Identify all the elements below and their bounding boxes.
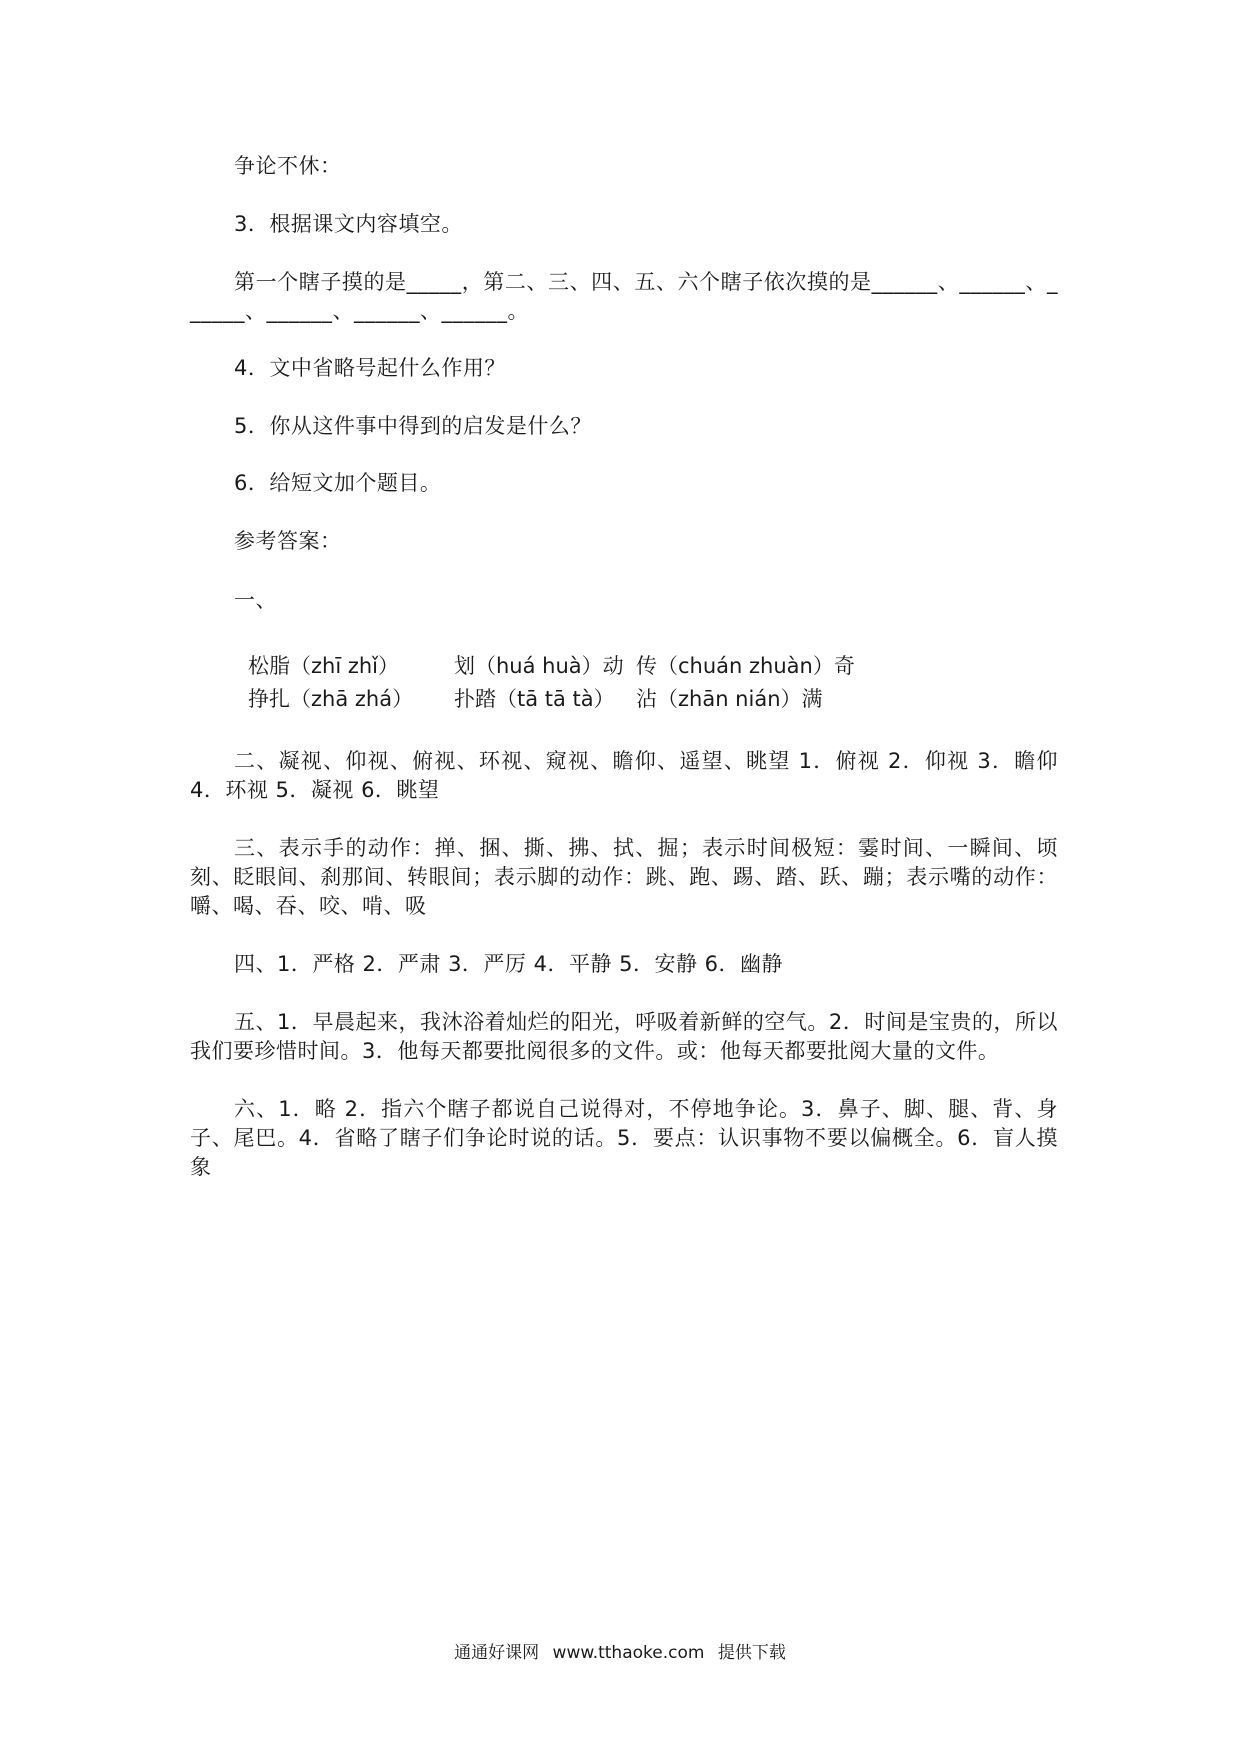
question-3-fill-blank: 第一个瞎子摸的是_____，第二、三、四、五、六个瞎子依次摸的是______、______、______、______、______、______。 (190, 270, 1058, 323)
question-3: 3．根据课文内容填空。 (234, 212, 463, 236)
pinyin-item: 挣扎（zhā zhá） (248, 687, 414, 711)
answer-section-3: 三、表示手的动作：掸、捆、撕、拂、拭、掘；表示时间极短：霎时间、一瞬间、顷刻、眨眼间、刹那间、转眼间；表示脚的动作：跳、跑、踢、踏、跃、蹦；表示嘴的动作：嚼、喝、吞、咬、啃、吸 (190, 836, 1058, 918)
question-6: 6．给短文加个题目。 (234, 471, 442, 495)
page-footer (0, 1641, 1240, 1665)
reference-answers-heading: 参考答案： (234, 529, 342, 553)
answer-section-5: 五、1．早晨起来，我沐浴着灿烂的阳光，呼吸着新鲜的空气。2．时间是宝贵的，所以我们要珍惜时间。3．他每天都要批阅很多的文件。或：他每天都要批阅大量的文件。 (190, 1010, 1058, 1063)
question-5: 5．你从这件事中得到的启发是什么？ (234, 414, 592, 438)
pinyin-item: 扑踏（tā tā tà） (454, 687, 615, 711)
pinyin-answer-table (248, 650, 868, 716)
answer-section-1-label: 一、 (234, 588, 277, 612)
footer-note: 提供下载 (717, 1643, 786, 1663)
text-line-debate: 争论不休： (234, 154, 342, 178)
question-4: 4．文中省略号起什么作用？ (234, 356, 506, 380)
pinyin-row (248, 683, 868, 716)
footer-url[interactable]: www.tthaoke.com (552, 1643, 705, 1663)
pinyin-item: 松脂（zhī zhǐ） (248, 654, 400, 678)
pinyin-item: 沾（zhān nián）满 (636, 687, 823, 711)
footer-site-name: 通通好课网 (454, 1643, 540, 1663)
answer-section-6: 六、1．略 2．指六个瞎子都说自己说得对，不停地争论。3．鼻子、脚、腿、背、身子、尾巴。4．省略了瞎子们争论时说的话。5．要点：认识事物不要以偏概全。6．盲人摸象 (190, 1097, 1058, 1179)
answer-section-4: 四、1．严格 2．严肃 3．严厉 4．平静 5．安静 6．幽静 (234, 952, 784, 976)
pinyin-row (248, 650, 868, 683)
pinyin-item: 划（huá huà）动 (454, 654, 624, 678)
pinyin-item: 传（chuán zhuàn）奇 (636, 654, 855, 678)
answer-section-2: 二、凝视、仰视、俯视、环视、窥视、瞻仰、遥望、眺望 1．俯视 2．仰视 3．瞻仰 4．环视 5．凝视 6．眺望 (190, 749, 1058, 802)
